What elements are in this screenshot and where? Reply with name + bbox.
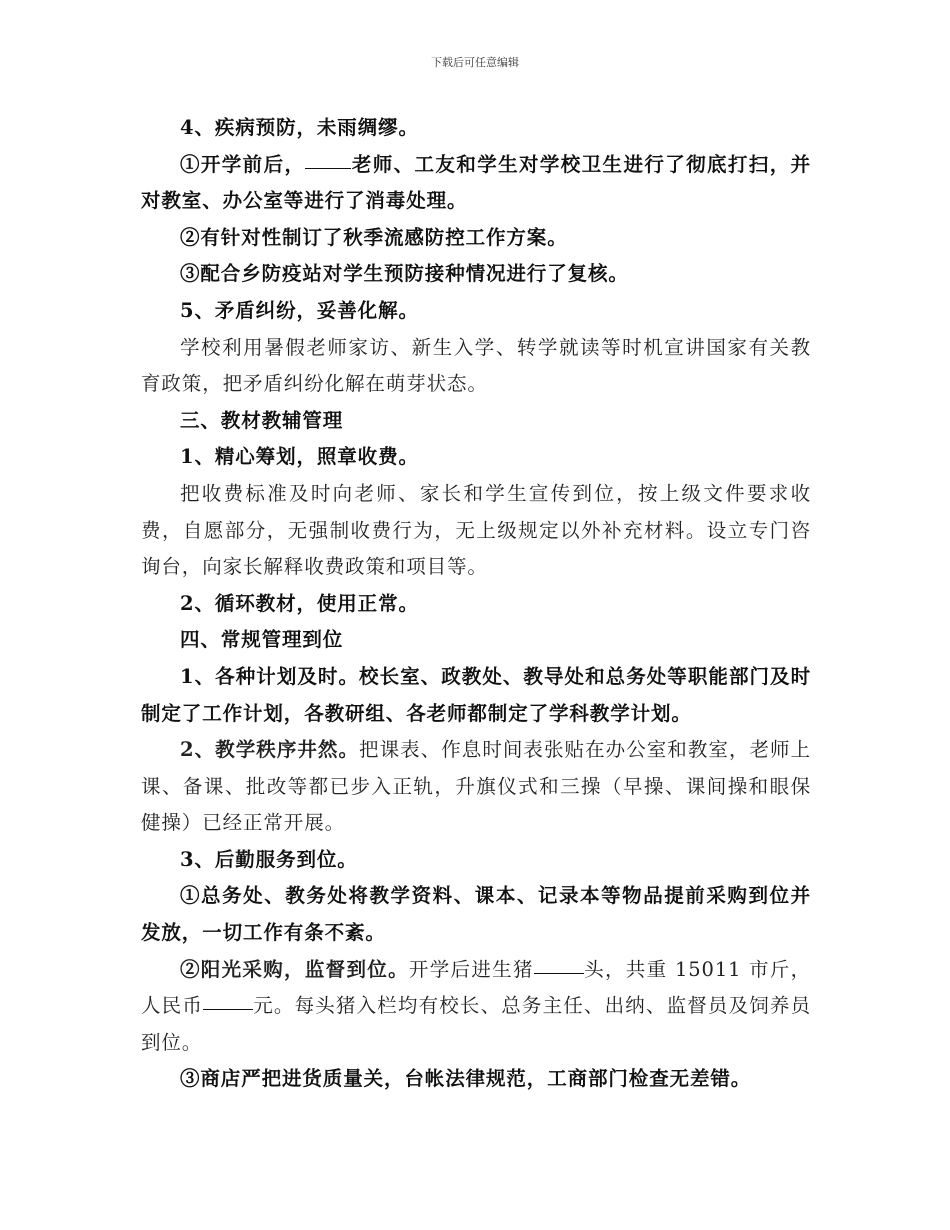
paragraph-plans: 1、各种计划及时。校长室、政教处、教导处和总务处等职能部门及时制定了工作计划，各教研组、各老师都制定了学科教学计划。 (141, 664, 811, 725)
fill-in-blank (305, 167, 351, 169)
paragraph-vaccination: ③配合乡防疫站对学生预防接种情况进行了复核。 (180, 262, 629, 286)
fill-in-blank (534, 972, 584, 974)
paragraph-pig-purchase (141, 952, 811, 1062)
teaching-order-heading: 2、教学秩序井然。 (180, 738, 360, 762)
section-heading-textbooks: 2、循环教材，使用正常。 (180, 591, 419, 615)
pig-purchase-text-b: 头，共重 15011 市斤，人民币 (141, 957, 811, 1018)
paragraph-fees: 把收费标准及时向老师、家长和学生宣传到位，按上级文件要求收费，自愿部分，无强制收费行为，无上级规定以外补充材料。设立专门咨询台，向家长解释收费政策和项目等。 (141, 481, 811, 579)
fill-in-blank (203, 1008, 253, 1010)
document-body (141, 110, 811, 1098)
paragraph-disputes: 学校利用暑假老师家访、新生入学、转学就读等时机宣讲国家有关教育政策，把矛盾纠纷化解在萌芽状态。 (141, 335, 811, 396)
section-heading-4: 4、疾病预防，未雨绸缪。 (180, 116, 419, 139)
pig-purchase-text-a: 开学后进生猪 (408, 957, 534, 981)
section-heading-5: 5、矛盾纠纷，妥善化解。 (180, 298, 419, 322)
paragraph-store: ③商店严把进货质量关，台帐法律规范，工商部门检查无差错。 (180, 1067, 752, 1091)
paragraph-teaching-order (141, 732, 811, 842)
paragraph-cleaning-end: 老师、工友和学生对学校卫生进行了彻底打扫，并对教室、办公室等进行了消毒处理。 (141, 152, 811, 213)
section-heading-fees: 1、精心筹划，照章收费。 (180, 445, 419, 469)
teaching-order-text: 把课表、作息时间表张贴在办公室和教室，老师上课、备课、批改等都已步入正轨，升旗仪式和三操（早操、课间操和眼保健操）已经正常开展。 (141, 738, 811, 835)
paragraph-flu-plan: ②有针对性制订了秋季流感防控工作方案。 (180, 225, 568, 249)
paragraph-cleaning-start: ①开学前后， (180, 152, 306, 176)
pig-purchase-heading: ②阳光采购，监督到位。 (180, 957, 409, 981)
page-header: 下载后可任意编辑 (431, 56, 519, 69)
paragraph-cleaning (141, 147, 811, 220)
section-heading-logistics: 3、后勤服务到位。 (180, 847, 358, 871)
pig-purchase-text-c: 元。每头猪入栏均有校长、总务主任、出纳、监督员及饲养员到位。 (141, 994, 811, 1054)
chapter-heading-3: 三、教材教辅管理 (180, 408, 344, 432)
paragraph-procurement: ①总务处、教务处将教学资料、课本、记录本等物品提前采购到位并发放，一切工作有条不紊。 (141, 884, 811, 945)
chapter-heading-4: 四、常规管理到位 (180, 628, 344, 652)
